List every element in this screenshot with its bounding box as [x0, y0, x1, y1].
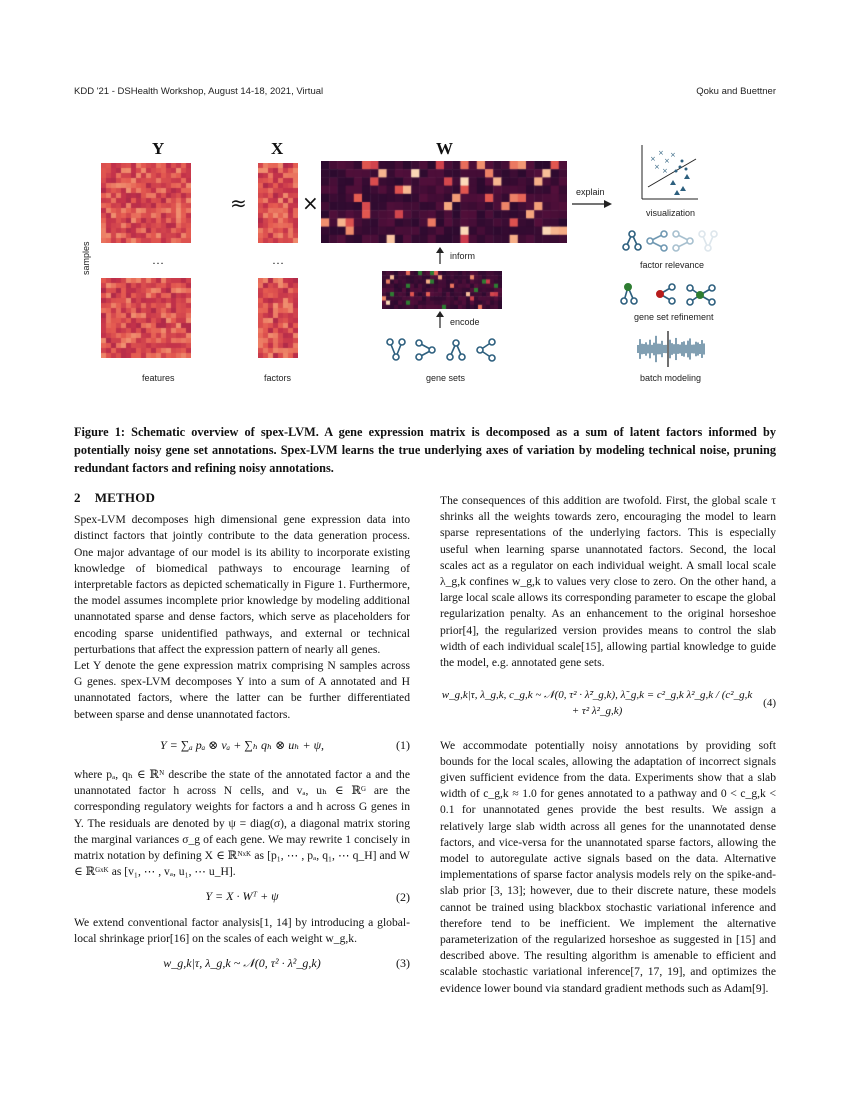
factors-label: factors [264, 373, 292, 383]
equation-body: Y = ∑ₐ pₐ ⊗ vₐ + ∑ₕ qₕ ⊗ uₕ + ψ, [159, 737, 325, 752]
equation-3 [74, 955, 410, 971]
batch-modeling-label: batch modeling [640, 373, 702, 383]
heatmap-y-top [101, 163, 191, 243]
caption-label: Figure 1: [74, 425, 125, 439]
heatmap-encoded-gene-sets [382, 271, 502, 309]
svg-text:×: × [670, 151, 676, 159]
approx-symbol: ≈ [230, 191, 247, 215]
equation-number: (1) [396, 737, 410, 752]
gene-set-refinement-label: gene set refinement [634, 312, 714, 322]
section-heading [74, 490, 410, 506]
svg-text:×: × [654, 163, 660, 171]
running-header-left: KDD '21 - DSHealth Workshop, August 14-18, 2021, Virtual [74, 86, 324, 97]
paragraph: We accommodate potentially noisy annotations by providing soft bounds for the local scales, allowing the adaptation of incorrect signals given sufficient evidence from the data. Experiments show that a slab width of c_g,k ≈ 1.0 for genes annotated to a pathway and 0 < c_g,k < 0.1 for unannotated genes provide the best results. We assign a relatively large slab width across all genes for the unannotated dense factors, and vice-versa for the unannotated sparse factors, allowing the model to autoregulate active signals based on the data. Alternative implementations of sparse factor analysis models rely on the spike-and-slab prior [3, 13]; however, due to their discrete nature, these models cannot be trained using blackbox stochastic variational inference and therefore tend to be inefficient. We implement the alternative parameterization of the regularized horseshoe as suggested in [15] and described above. The resulting algorithm is amenable to efficient and scalable stochastic variational inference[7, 17, 19], and optimizes the evidence lower bound via standard gradient methods such as Adam[9]. [440, 738, 776, 995]
matrix-label-x: X [271, 139, 284, 158]
gene-sets-label: gene sets [426, 373, 466, 383]
inform-arrow-icon [434, 247, 446, 265]
ellipsis-x: … [272, 253, 286, 267]
equation-body: w_g,k|τ, λ_g,k ~ 𝒩(0, τ² · λ²_g,k) [163, 956, 321, 971]
equation-number: (3) [396, 956, 410, 971]
equation-body: Y = X · Wᵀ + ψ [205, 889, 279, 904]
inform-label: inform [450, 251, 476, 261]
heatmap-y-bottom [101, 278, 191, 358]
visualization-scatter-icon [640, 145, 698, 201]
equation-number: (4) [763, 697, 776, 710]
times-symbol: × [302, 191, 319, 215]
equation-body: w_g,k|τ, λ_g,k, c_g,k ~ 𝒩(0, τ² · λ̃²_g,k), λ̃_g,k = c²_g,k λ²_g,k / (c²_g,k + τ² λ²_g,k) [441, 689, 753, 718]
gene-set-network-icons [384, 337, 504, 363]
paragraph: Let Y denote the gene expression matrix comprising N samples across G genes. spex-LVM decomposes Y into a sum of A annotated and H unannotated factors, where the latter can be further differentiated between sparse and dense unannotated factors. [74, 659, 410, 721]
caption-text: Schematic overview of spex-LVM. A gene expression matrix is decomposed as a sum of latent factors informed by potentially noisy gene set annotations. Spex-LVM learns the true underlying axes of variation by modeling technical noise, pruning redundant factors and refining noisy annotations. [74, 425, 776, 475]
running-header-right: Qoku and Buettner [696, 86, 776, 97]
svg-text:×: × [650, 155, 656, 163]
equation-1 [74, 737, 410, 753]
matrix-label-y: Y [152, 139, 165, 158]
matrix-label-w: W [436, 139, 453, 158]
svg-text:×: × [662, 167, 668, 175]
svg-text:×: × [658, 149, 664, 157]
section-number: 2 [74, 490, 81, 505]
equation-number: (2) [396, 889, 410, 904]
heatmap-w [321, 161, 567, 243]
equation-4 [440, 687, 776, 719]
features-label: features [142, 373, 175, 383]
gene-set-refinement-icon [620, 282, 720, 306]
visualization-label: visualization [646, 208, 696, 218]
paragraph: Spex-LVM decomposes high dimensional gene expression data into distinct factors that jointly contribute to the data generation process. One major advantage of our model is its ability to incorporate existing knowledge of biomedical pathways to encourage learning of interpretable factors as depicted schematically in Figure 1. Furthermore, the model assumes incomplete prior knowledge by modeling additional unannotated sparse and dense factors, which serve as placeholders for encoding sparse unidentified pathways, and external or technical perturbations that affect the expression pattern of nearly all genes. [74, 513, 410, 656]
ellipsis-y: … [152, 253, 166, 267]
explain-label: explain [576, 187, 605, 197]
equation-2 [74, 888, 410, 904]
samples-label: samples [81, 241, 91, 275]
encode-arrow-icon [434, 311, 446, 329]
right-column [440, 493, 776, 997]
factor-relevance-icon [620, 229, 720, 253]
paragraph: where pₐ, qₕ ∈ ℝᴺ describe the state of the annotated factor a and the unannotated factor h across N cells, and vₐ, uₕ ∈ ℝᴳ are the corresponding regulatory weights for factors a and h across G genes in Y. The residuals are denoted by ψ = diag(σ), a diagonal matrix storing the marginal variances σ_g of each gene. We may rewrite 1 concisely in matrix notation by defining X ∈ ℝᴺˣᴷ as [p₁, ⋯ , pₐ, q₁, ⋯ q_H] and W ∈ ℝᴳˣᴷ as [v₁, ⋯ , vₐ, u₁, ⋯ u_H]. [74, 768, 410, 879]
heatmap-x-top [258, 163, 298, 243]
figure-caption [74, 423, 776, 477]
section-title: METHOD [94, 490, 156, 505]
left-column [74, 490, 410, 981]
svg-text:×: × [664, 157, 670, 165]
heatmap-x-bottom [258, 278, 298, 358]
factor-relevance-label: factor relevance [640, 260, 705, 270]
explain-arrow-icon [572, 199, 612, 209]
paragraph: We extend conventional factor analysis[1, 14] by introducing a global-local shrinkage prior[16] on the scales of each weight w_g,k. [74, 915, 410, 945]
encode-label: encode [450, 317, 480, 327]
paragraph: The consequences of this addition are twofold. First, the global scale τ shrinks all the weights towards zero, encouraging the model to learn sparse representations of the underlying factors. This is especially useful when learning sparse unannotated factors. Second, the local scales act as a regulator on each individual weight. A small local scale λ_g,k confines w_g,k to values very close to zero. On the other hand, a large local scale allows its corresponding parameter to escape the global regularization penalty. As an enhancement to the original horseshoe prior[4], the regularized version provides means to control the slab width of each individual scale[15], allowing partial knowledge to guide the model, e.g. annotated gene sets. [440, 494, 776, 670]
figure-schematic [74, 125, 776, 415]
batch-modeling-waveform-icon [636, 330, 706, 368]
